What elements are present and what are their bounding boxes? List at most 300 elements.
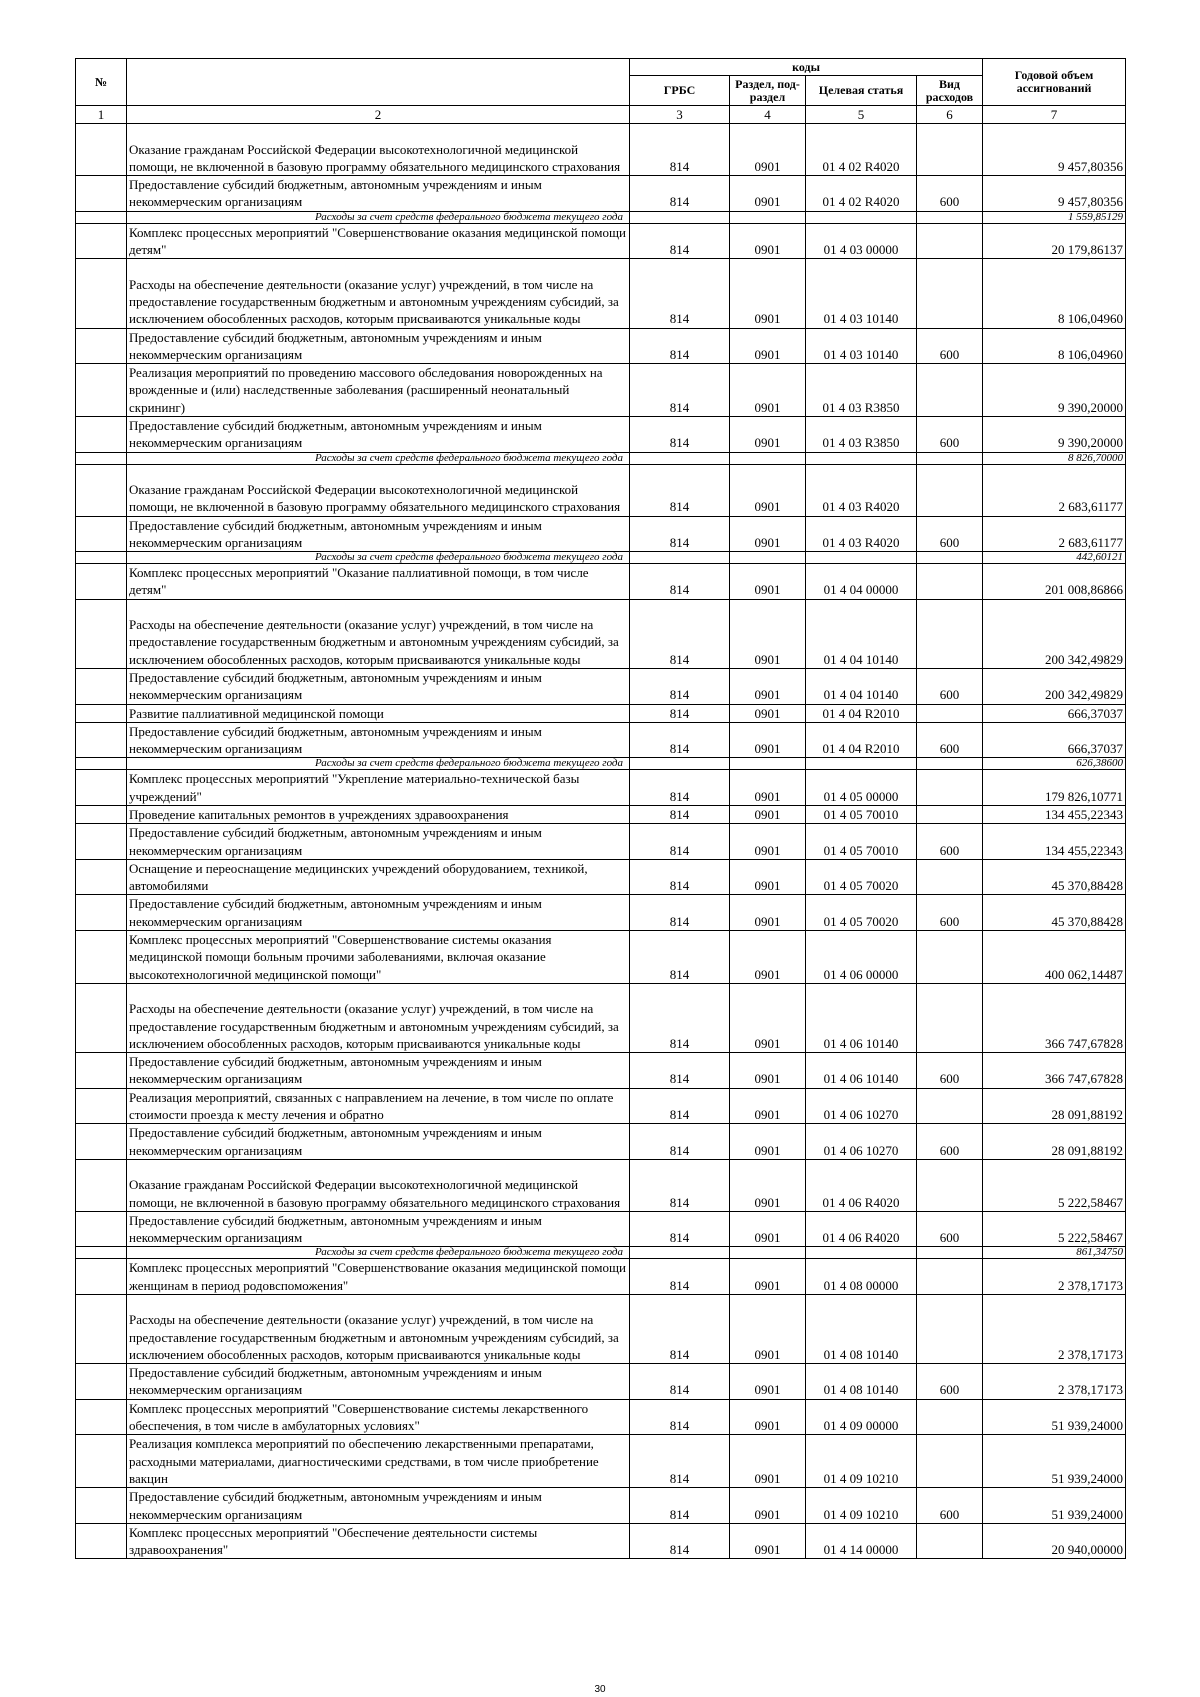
razdel-cell: 0901	[730, 599, 806, 668]
expense-type-cell	[917, 364, 983, 417]
table-row	[76, 1159, 1126, 1211]
grbs-cell: 814	[630, 364, 730, 417]
grbs-cell: 814	[630, 564, 730, 600]
row-number-cell	[76, 364, 127, 417]
grbs-cell: 814	[630, 1295, 730, 1364]
grbs-cell: 814	[630, 1488, 730, 1524]
table-row	[76, 176, 1126, 212]
row-name-cell: Реализация мероприятий, связанных с направлением на лечение, в том числе по оплате стоимости проезда к месту лечения и обратно	[127, 1088, 630, 1124]
row-name-cell: Предоставление субсидий бюджетным, автономным учреждениям и иным некоммерческим организациям	[127, 1053, 630, 1089]
grbs-cell	[630, 211, 730, 223]
razdel-cell: 0901	[730, 1488, 806, 1524]
row-number-cell	[76, 452, 127, 464]
amount-cell: 200 342,49829	[983, 599, 1126, 668]
expense-type-cell: 600	[917, 1053, 983, 1089]
row-name-cell: Предоставление субсидий бюджетным, автономным учреждениям и иным некоммерческим организациям	[127, 417, 630, 453]
table-row	[76, 983, 1126, 1052]
amount-cell: 626,38600	[983, 758, 1126, 770]
table-row	[76, 1399, 1126, 1435]
expense-type-cell	[917, 704, 983, 722]
razdel-cell	[730, 758, 806, 770]
razdel-cell: 0901	[730, 859, 806, 895]
target-item-cell: 01 4 04 R2010	[806, 722, 917, 758]
amount-cell: 400 062,14487	[983, 931, 1126, 984]
row-name-cell: Реализация комплекса мероприятий по обеспечению лекарственными препаратами, расходными материалами, диагностическими средствами, в том числе приобретение вакцин	[127, 1435, 630, 1488]
razdel-cell	[730, 552, 806, 564]
column-number: 3	[630, 106, 730, 124]
target-item-cell: 01 4 09 00000	[806, 1399, 917, 1435]
row-number-cell	[76, 668, 127, 704]
razdel-cell: 0901	[730, 1364, 806, 1400]
target-item-cell: 01 4 02 R4020	[806, 124, 917, 176]
target-item-cell: 01 4 08 00000	[806, 1259, 917, 1295]
row-name-cell: Расходы на обеспечение деятельности (оказание услуг) учреждений, в том числе на предоставление государственным бюджетным и автономным учреждениям субсидий, за исключением обособленных расходов, которым присваиваются уникальные коды	[127, 1295, 630, 1364]
razdel-cell: 0901	[730, 1124, 806, 1160]
target-item-cell: 01 4 08 10140	[806, 1364, 917, 1400]
federal-budget-row	[76, 552, 1126, 564]
razdel-cell: 0901	[730, 1159, 806, 1211]
amount-cell: 2 378,17173	[983, 1364, 1126, 1400]
table-row	[76, 223, 1126, 259]
target-item-cell: 01 4 03 10140	[806, 328, 917, 364]
grbs-cell: 814	[630, 770, 730, 806]
federal-budget-row	[76, 452, 1126, 464]
row-name-cell: Расходы на обеспечение деятельности (оказание услуг) учреждений, в том числе на предоставление государственным бюджетным и автономным учреждениям субсидий, за исключением обособленных расходов, которым присваиваются уникальные коды	[127, 983, 630, 1052]
expense-type-cell: 600	[917, 722, 983, 758]
amount-cell: 45 370,88428	[983, 859, 1126, 895]
grbs-cell	[630, 552, 730, 564]
amount-cell: 51 939,24000	[983, 1488, 1126, 1524]
target-item-cell: 01 4 03 10140	[806, 259, 917, 328]
target-item-cell: 01 4 03 R4020	[806, 464, 917, 516]
table-row	[76, 1488, 1126, 1524]
grbs-cell: 814	[630, 599, 730, 668]
table-row	[76, 770, 1126, 806]
expense-type-cell: 600	[917, 824, 983, 860]
razdel-cell: 0901	[730, 895, 806, 931]
amount-cell: 201 008,86866	[983, 564, 1126, 600]
table-row	[76, 599, 1126, 668]
row-number-cell	[76, 599, 127, 668]
row-number-cell	[76, 722, 127, 758]
razdel-cell: 0901	[730, 770, 806, 806]
grbs-cell: 814	[630, 895, 730, 931]
row-number-cell	[76, 895, 127, 931]
target-item-cell: 01 4 14 00000	[806, 1523, 917, 1559]
table-row	[76, 328, 1126, 364]
target-item-cell	[806, 1247, 917, 1259]
razdel-cell: 0901	[730, 1053, 806, 1089]
header-codes: коды	[630, 59, 983, 76]
grbs-cell: 814	[630, 259, 730, 328]
expense-type-cell	[917, 564, 983, 600]
row-number-cell	[76, 1364, 127, 1400]
grbs-cell: 814	[630, 1364, 730, 1400]
expense-type-cell	[917, 983, 983, 1052]
expense-type-cell	[917, 552, 983, 564]
amount-cell: 2 683,61177	[983, 516, 1126, 552]
razdel-cell: 0901	[730, 364, 806, 417]
razdel-cell: 0901	[730, 124, 806, 176]
header-sum: Годовой объем ассигнований	[983, 59, 1126, 106]
row-name-cell: Реализация мероприятий по проведению массового обследования новорожденных на врожденные и (или) наследственные заболевания (расширенный неонатальный скрининг)	[127, 364, 630, 417]
row-name-cell: Комплекс процессных мероприятий "Совершенствование оказания медицинской помощи детям"	[127, 223, 630, 259]
razdel-cell: 0901	[730, 464, 806, 516]
table-row	[76, 722, 1126, 758]
amount-cell: 200 342,49829	[983, 668, 1126, 704]
row-number-cell	[76, 259, 127, 328]
expense-type-cell	[917, 223, 983, 259]
razdel-cell: 0901	[730, 564, 806, 600]
table-row	[76, 931, 1126, 984]
amount-cell: 45 370,88428	[983, 895, 1126, 931]
grbs-cell: 814	[630, 176, 730, 212]
expense-type-cell	[917, 1088, 983, 1124]
page-number: 30	[594, 1684, 606, 1695]
table-row	[76, 564, 1126, 600]
row-number-cell	[76, 1435, 127, 1488]
column-number: 6	[917, 106, 983, 124]
target-item-cell: 01 4 04 R2010	[806, 704, 917, 722]
expense-type-cell	[917, 464, 983, 516]
row-number-cell	[76, 328, 127, 364]
table-row	[76, 1211, 1126, 1247]
expense-type-cell: 600	[917, 1124, 983, 1160]
row-number-cell	[76, 223, 127, 259]
expense-type-cell: 600	[917, 1211, 983, 1247]
table-row	[76, 704, 1126, 722]
expense-type-cell	[917, 599, 983, 668]
row-number-cell	[76, 824, 127, 860]
target-item-cell: 01 4 06 10140	[806, 983, 917, 1052]
table-body	[76, 124, 1126, 1559]
amount-cell: 20 179,86137	[983, 223, 1126, 259]
target-item-cell: 01 4 08 10140	[806, 1295, 917, 1364]
grbs-cell: 814	[630, 417, 730, 453]
grbs-cell: 814	[630, 824, 730, 860]
expense-type-cell	[917, 1523, 983, 1559]
expense-type-cell: 600	[917, 176, 983, 212]
row-number-cell	[76, 983, 127, 1052]
expense-type-cell: 600	[917, 328, 983, 364]
grbs-cell: 814	[630, 464, 730, 516]
grbs-cell	[630, 758, 730, 770]
razdel-cell: 0901	[730, 1211, 806, 1247]
target-item-cell: 01 4 05 70010	[806, 805, 917, 823]
row-number-cell	[76, 805, 127, 823]
amount-cell: 8 826,70000	[983, 452, 1126, 464]
column-number: 4	[730, 106, 806, 124]
target-item-cell: 01 4 05 70020	[806, 859, 917, 895]
row-number-cell	[76, 1488, 127, 1524]
grbs-cell: 814	[630, 223, 730, 259]
row-number-cell	[76, 859, 127, 895]
table-row	[76, 859, 1126, 895]
amount-cell: 366 747,67828	[983, 983, 1126, 1052]
amount-cell: 20 940,00000	[983, 1523, 1126, 1559]
row-name-cell: Предоставление субсидий бюджетным, автономным учреждениям и иным некоммерческим организациям	[127, 516, 630, 552]
razdel-cell: 0901	[730, 805, 806, 823]
table-row	[76, 1053, 1126, 1089]
target-item-cell: 01 4 06 R4020	[806, 1159, 917, 1211]
grbs-cell	[630, 452, 730, 464]
target-item-cell: 01 4 05 70010	[806, 824, 917, 860]
federal-budget-row	[76, 1247, 1126, 1259]
table-row	[76, 124, 1126, 176]
row-name-cell: Комплекс процессных мероприятий "Обеспечение деятельности системы здравоохранения"	[127, 1523, 630, 1559]
row-name-cell: Предоставление субсидий бюджетным, автономным учреждениям и иным некоммерческим организациям	[127, 1211, 630, 1247]
razdel-cell: 0901	[730, 722, 806, 758]
federal-budget-row	[76, 211, 1126, 223]
target-item-cell: 01 4 06 10140	[806, 1053, 917, 1089]
table-row	[76, 1124, 1126, 1160]
razdel-cell: 0901	[730, 1399, 806, 1435]
amount-cell: 134 455,22343	[983, 805, 1126, 823]
row-number-cell	[76, 564, 127, 600]
razdel-cell: 0901	[730, 668, 806, 704]
grbs-cell: 814	[630, 983, 730, 1052]
expense-type-cell: 600	[917, 516, 983, 552]
expense-type-cell	[917, 211, 983, 223]
grbs-cell: 814	[630, 1523, 730, 1559]
grbs-cell: 814	[630, 328, 730, 364]
amount-cell: 8 106,04960	[983, 259, 1126, 328]
row-name-cell: Предоставление субсидий бюджетным, автономным учреждениям и иным некоммерческим организациям	[127, 722, 630, 758]
target-item-cell: 01 4 04 00000	[806, 564, 917, 600]
target-item-cell: 01 4 03 R4020	[806, 516, 917, 552]
grbs-cell: 814	[630, 931, 730, 984]
expense-type-cell: 600	[917, 1364, 983, 1400]
expense-type-cell	[917, 124, 983, 176]
expense-type-cell: 600	[917, 895, 983, 931]
column-number: 7	[983, 106, 1126, 124]
amount-cell: 442,60121	[983, 552, 1126, 564]
table-row	[76, 259, 1126, 328]
row-number-cell	[76, 1259, 127, 1295]
amount-cell: 179 826,10771	[983, 770, 1126, 806]
amount-cell: 134 455,22343	[983, 824, 1126, 860]
grbs-cell: 814	[630, 1124, 730, 1160]
amount-cell: 2 683,61177	[983, 464, 1126, 516]
grbs-cell: 814	[630, 1053, 730, 1089]
grbs-cell: 814	[630, 1399, 730, 1435]
target-item-cell: 01 4 02 R4020	[806, 176, 917, 212]
amount-cell: 2 378,17173	[983, 1259, 1126, 1295]
expense-type-cell: 600	[917, 417, 983, 453]
grbs-cell: 814	[630, 722, 730, 758]
grbs-cell: 814	[630, 1435, 730, 1488]
row-number-cell	[76, 211, 127, 223]
razdel-cell: 0901	[730, 417, 806, 453]
row-name-cell: Расходы за счет средств федерального бюджета текущего года	[127, 552, 630, 564]
row-name-cell: Предоставление субсидий бюджетным, автономным учреждениям и иным некоммерческим организациям	[127, 328, 630, 364]
row-number-cell	[76, 1399, 127, 1435]
razdel-cell: 0901	[730, 259, 806, 328]
razdel-cell: 0901	[730, 983, 806, 1052]
row-number-cell	[76, 552, 127, 564]
amount-cell: 9 457,80356	[983, 176, 1126, 212]
amount-cell: 9 390,20000	[983, 417, 1126, 453]
table-row	[76, 668, 1126, 704]
amount-cell: 5 222,58467	[983, 1211, 1126, 1247]
target-item-cell: 01 4 04 10140	[806, 599, 917, 668]
grbs-cell: 814	[630, 516, 730, 552]
row-name-cell: Расходы на обеспечение деятельности (оказание услуг) учреждений, в том числе на предоставление государственным бюджетным и автономным учреждениям субсидий, за исключением обособленных расходов, которым присваиваются уникальные коды	[127, 599, 630, 668]
row-number-cell	[76, 1295, 127, 1364]
razdel-cell	[730, 452, 806, 464]
amount-cell: 9 457,80356	[983, 124, 1126, 176]
razdel-cell: 0901	[730, 931, 806, 984]
expense-type-cell	[917, 859, 983, 895]
header-razdel: Раздел, под-раздел	[730, 76, 806, 106]
row-number-cell	[76, 1247, 127, 1259]
target-item-cell: 01 4 06 10270	[806, 1088, 917, 1124]
row-number-cell	[76, 176, 127, 212]
row-name-cell: Предоставление субсидий бюджетным, автономным учреждениям и иным некоммерческим организациям	[127, 895, 630, 931]
expense-type-cell: 600	[917, 1488, 983, 1524]
table-row	[76, 417, 1126, 453]
grbs-cell: 814	[630, 1211, 730, 1247]
header-vr: Вид расходов	[917, 76, 983, 106]
row-number-cell	[76, 1159, 127, 1211]
target-item-cell: 01 4 09 10210	[806, 1435, 917, 1488]
grbs-cell: 814	[630, 859, 730, 895]
amount-cell: 8 106,04960	[983, 328, 1126, 364]
expense-type-cell	[917, 1399, 983, 1435]
row-number-cell	[76, 704, 127, 722]
razdel-cell: 0901	[730, 1259, 806, 1295]
amount-cell: 51 939,24000	[983, 1435, 1126, 1488]
target-item-cell: 01 4 05 00000	[806, 770, 917, 806]
row-name-cell: Оснащение и переоснащение медицинских учреждений оборудованием, техникой, автомобилями	[127, 859, 630, 895]
row-name-cell: Предоставление субсидий бюджетным, автономным учреждениям и иным некоммерческим организациям	[127, 176, 630, 212]
table-row	[76, 824, 1126, 860]
target-item-cell: 01 4 03 R3850	[806, 364, 917, 417]
header-no: №	[76, 59, 127, 106]
amount-cell: 2 378,17173	[983, 1295, 1126, 1364]
razdel-cell: 0901	[730, 1435, 806, 1488]
table-row	[76, 1259, 1126, 1295]
grbs-cell: 814	[630, 805, 730, 823]
razdel-cell: 0901	[730, 704, 806, 722]
amount-cell: 366 747,67828	[983, 1053, 1126, 1089]
row-name-cell: Комплекс процессных мероприятий "Совершенствование оказания медицинской помощи женщинам в период родовспоможения"	[127, 1259, 630, 1295]
row-name-cell: Предоставление субсидий бюджетным, автономным учреждениям и иным некоммерческим организациям	[127, 824, 630, 860]
table-row	[76, 805, 1126, 823]
table-row	[76, 464, 1126, 516]
razdel-cell: 0901	[730, 223, 806, 259]
row-name-cell: Комплекс процессных мероприятий "Укрепление материально-технической базы учреждений"	[127, 770, 630, 806]
grbs-cell: 814	[630, 1159, 730, 1211]
federal-budget-row	[76, 758, 1126, 770]
razdel-cell: 0901	[730, 824, 806, 860]
expense-type-cell: 600	[917, 668, 983, 704]
target-item-cell: 01 4 06 10270	[806, 1124, 917, 1160]
expense-type-cell	[917, 1295, 983, 1364]
expense-type-cell	[917, 931, 983, 984]
grbs-cell: 814	[630, 668, 730, 704]
amount-cell: 28 091,88192	[983, 1124, 1126, 1160]
table-row	[76, 1088, 1126, 1124]
razdel-cell	[730, 1247, 806, 1259]
row-name-cell: Проведение капитальных ремонтов в учреждениях здравоохранения	[127, 805, 630, 823]
header-cs: Целевая статья	[806, 76, 917, 106]
row-name-cell: Расходы за счет средств федерального бюджета текущего года	[127, 758, 630, 770]
grbs-cell: 814	[630, 704, 730, 722]
target-item-cell: 01 4 06 00000	[806, 931, 917, 984]
target-item-cell: 01 4 05 70020	[806, 895, 917, 931]
razdel-cell: 0901	[730, 1523, 806, 1559]
table-row	[76, 1295, 1126, 1364]
row-name-cell: Комплекс процессных мероприятий "Совершенствование системы оказания медицинской помощи больным прочими заболеваниями, включая оказание высокотехнологичной медицинской помощи"	[127, 931, 630, 984]
expense-type-cell	[917, 770, 983, 806]
grbs-cell: 814	[630, 124, 730, 176]
row-name-cell: Комплекс процессных мероприятий "Оказание паллиативной помощи, в том числе детям"	[127, 564, 630, 600]
row-name-cell: Предоставление субсидий бюджетным, автономным учреждениям и иным некоммерческим организациям	[127, 1364, 630, 1400]
row-number-cell	[76, 770, 127, 806]
row-name-cell: Расходы за счет средств федерального бюджета текущего года	[127, 452, 630, 464]
table-row	[76, 1364, 1126, 1400]
table-row	[76, 1435, 1126, 1488]
grbs-cell: 814	[630, 1088, 730, 1124]
column-number: 5	[806, 106, 917, 124]
row-name-cell: Оказание гражданам Российской Федерации высокотехнологичной медицинской помощи, не включенной в базовую программу обязательного медицинского страхования	[127, 124, 630, 176]
row-number-cell	[76, 1211, 127, 1247]
row-number-cell	[76, 1053, 127, 1089]
amount-cell: 666,37037	[983, 704, 1126, 722]
row-name-cell: Расходы за счет средств федерального бюджета текущего года	[127, 211, 630, 223]
expense-type-cell	[917, 1159, 983, 1211]
target-item-cell: 01 4 06 R4020	[806, 1211, 917, 1247]
target-item-cell: 01 4 04 10140	[806, 668, 917, 704]
column-number: 1	[76, 106, 127, 124]
target-item-cell: 01 4 09 10210	[806, 1488, 917, 1524]
expense-type-cell	[917, 452, 983, 464]
row-name-cell: Комплекс процессных мероприятий "Совершенствование системы лекарственного обеспечения, в том числе в амбулаторных условиях"	[127, 1399, 630, 1435]
target-item-cell	[806, 758, 917, 770]
expense-type-cell	[917, 805, 983, 823]
target-item-cell: 01 4 03 R3850	[806, 417, 917, 453]
table-row	[76, 1523, 1126, 1559]
row-name-cell: Предоставление субсидий бюджетным, автономным учреждениям и иным некоммерческим организациям	[127, 668, 630, 704]
header-grbs: ГРБС	[630, 76, 730, 106]
amount-cell: 5 222,58467	[983, 1159, 1126, 1211]
row-number-cell	[76, 417, 127, 453]
amount-cell: 666,37037	[983, 722, 1126, 758]
row-number-cell	[76, 1088, 127, 1124]
amount-cell: 51 939,24000	[983, 1399, 1126, 1435]
expense-type-cell	[917, 259, 983, 328]
expense-type-cell	[917, 1435, 983, 1488]
razdel-cell: 0901	[730, 328, 806, 364]
table-row	[76, 364, 1126, 417]
row-number-cell	[76, 516, 127, 552]
row-name-cell: Расходы на обеспечение деятельности (оказание услуг) учреждений, в том числе на предоставление государственным бюджетным и автономным учреждениям субсидий, за исключением обособленных расходов, которым присваиваются уникальные коды	[127, 259, 630, 328]
amount-cell: 28 091,88192	[983, 1088, 1126, 1124]
table-header	[76, 59, 1126, 124]
target-item-cell: 01 4 03 00000	[806, 223, 917, 259]
budget-table	[75, 58, 1126, 1559]
amount-cell: 9 390,20000	[983, 364, 1126, 417]
row-number-cell	[76, 464, 127, 516]
razdel-cell: 0901	[730, 1088, 806, 1124]
amount-cell: 861,34750	[983, 1247, 1126, 1259]
razdel-cell: 0901	[730, 176, 806, 212]
row-name-cell: Оказание гражданам Российской Федерации высокотехнологичной медицинской помощи, не включенной в базовую программу обязательного медицинского страхования	[127, 464, 630, 516]
row-name-cell: Расходы за счет средств федерального бюджета текущего года	[127, 1247, 630, 1259]
row-name-cell: Предоставление субсидий бюджетным, автономным учреждениям и иным некоммерческим организациям	[127, 1124, 630, 1160]
header-name	[127, 59, 630, 106]
